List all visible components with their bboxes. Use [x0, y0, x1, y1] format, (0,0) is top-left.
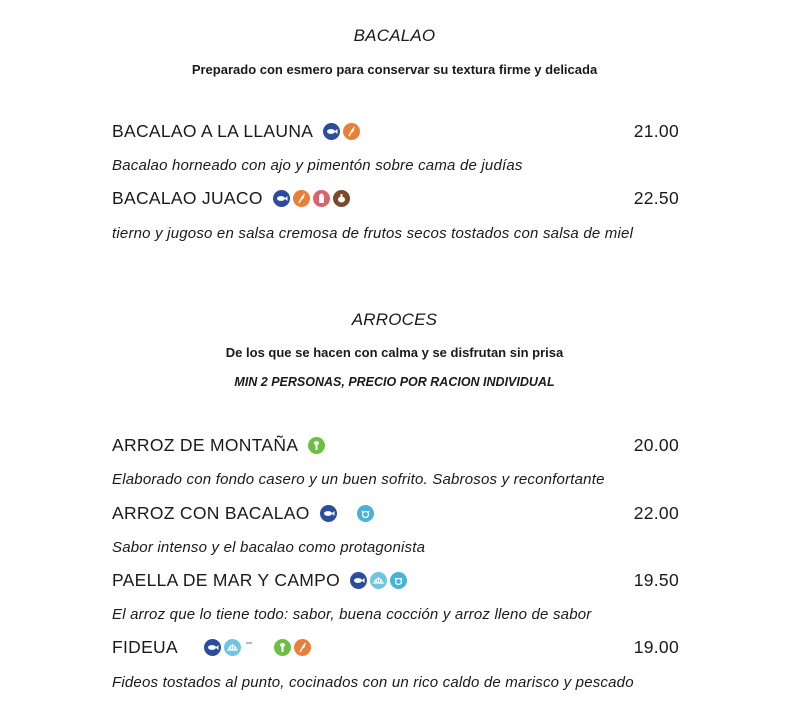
- celery-icon: [274, 639, 291, 656]
- dish-bacalao-juaco: [112, 188, 350, 209]
- dish-description: Elaborado con fondo casero y un buen sofrito. Sabrosos y reconfortante: [112, 471, 605, 488]
- section-note-arroces: MIN 2 PERSONAS, PRECIO POR RACION INDIVIDUAL: [234, 375, 555, 389]
- gluten-icon: [343, 123, 360, 140]
- fish-icon: [320, 505, 337, 522]
- dish-paella-de-mar-y-campo: [112, 570, 407, 591]
- dish-fideua: [112, 637, 311, 658]
- dish-name: BACALAO A LA LLAUNA: [112, 121, 314, 141]
- mollusc-icon: [370, 572, 387, 589]
- milk-icon: [313, 190, 330, 207]
- dish-description: El arroz que lo tiene todo: sabor, buena cocción y arroz lleno de sabor: [112, 606, 592, 623]
- mollusc-icon: [224, 639, 241, 656]
- section-title-arroces: ARROCES: [351, 310, 438, 329]
- dish-price: 22.00: [633, 503, 679, 523]
- dish-bacalao-a-la-llauna: [112, 121, 360, 142]
- dish-name: BACALAO JUACO: [112, 188, 263, 208]
- celery-icon: [308, 437, 325, 454]
- section-subtitle-arroces: De los que se hacen con calma y se disfrutan sin prisa: [225, 345, 564, 360]
- dish-name: ARROZ DE MONTAÑA: [112, 435, 299, 455]
- fish-icon: [350, 572, 367, 589]
- gluten-icon: [294, 639, 311, 656]
- fish-icon: [204, 639, 221, 656]
- dish-price: 19.00: [633, 637, 679, 657]
- dish-price: 19.50: [633, 570, 679, 590]
- dish-description: Bacalao horneado con ajo y pimentón sobre cama de judías: [112, 157, 523, 174]
- separator-mark: [246, 642, 252, 644]
- nuts-icon: [333, 190, 350, 207]
- dish-arroz-con-bacalao: [112, 503, 374, 524]
- gluten-icon: [293, 190, 310, 207]
- dish-price: 22.50: [633, 188, 679, 208]
- fish-icon: [323, 123, 340, 140]
- dish-price: 21.00: [633, 121, 679, 141]
- dish-arroz-de-montana: [112, 435, 325, 456]
- fish-icon: [273, 190, 290, 207]
- crustacean-icon: [390, 572, 407, 589]
- dish-name: ARROZ CON BACALAO: [112, 503, 310, 523]
- dish-description: Fideos tostados al punto, cocinados con un rico caldo de marisco y pescado: [112, 674, 634, 691]
- section-subtitle-bacalao: Preparado con esmero para conservar su textura firme y delicada: [191, 62, 598, 77]
- dish-name: PAELLA DE MAR Y CAMPO: [112, 570, 341, 590]
- dish-description: Sabor intenso y el bacalao como protagonista: [112, 539, 426, 556]
- dish-name: FIDEUA: [112, 637, 178, 657]
- section-title-bacalao: BACALAO: [353, 26, 436, 45]
- crustacean-icon: [357, 505, 374, 522]
- dish-description: tierno y jugoso en salsa cremosa de frutos secos tostados con salsa de miel: [112, 225, 634, 242]
- dish-price: 20.00: [633, 435, 679, 455]
